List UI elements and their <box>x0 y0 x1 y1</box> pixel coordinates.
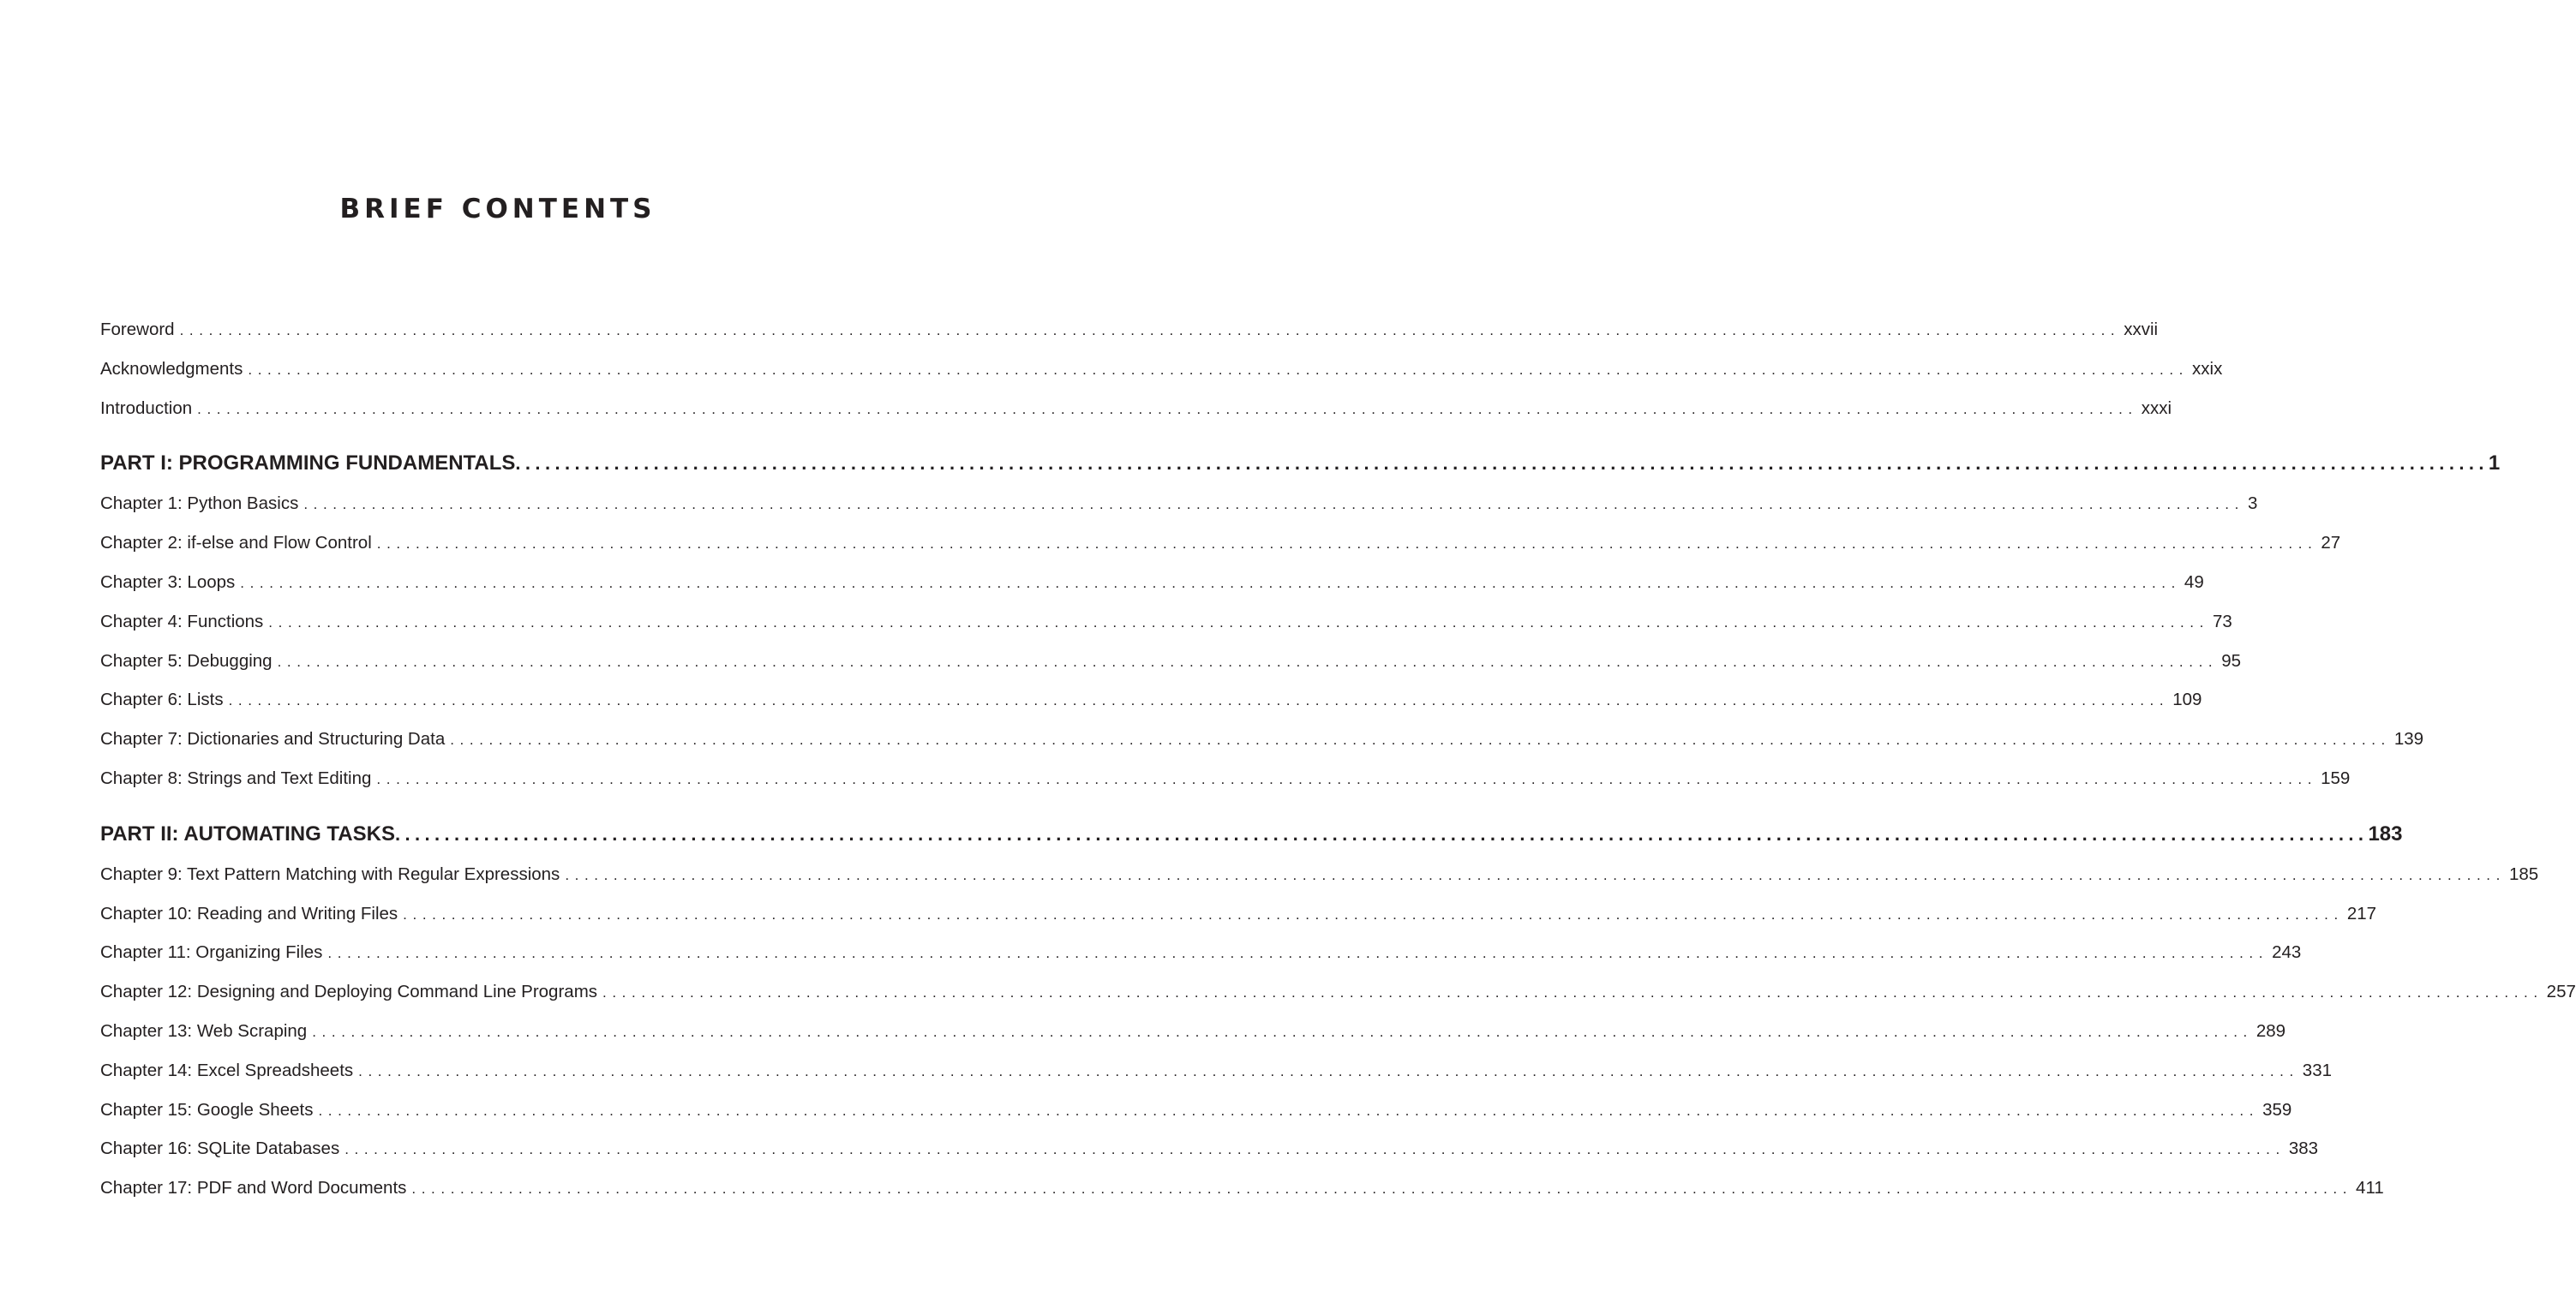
toc-entry-introduction[interactable] <box>100 389 2172 428</box>
toc-part-2-heading[interactable] <box>100 814 2403 855</box>
toc-page-number: 139 <box>2393 729 2424 750</box>
dot-leader: ........................................................................................................................................................................................................ <box>403 906 2344 923</box>
toc-page-number: 411 <box>2356 1178 2384 1198</box>
page-title: BRIEF CONTENTS <box>339 194 656 224</box>
toc-page-number: 359 <box>2262 1099 2292 1120</box>
toc-entry-label: Chapter 14: Excel Spreadsheets <box>100 1060 354 1080</box>
toc-page-number: 159 <box>2321 768 2351 788</box>
toc-part-label: PART II: AUTOMATING TASKS <box>100 822 395 846</box>
toc-entry-label: Chapter 5: Debugging <box>100 650 273 671</box>
toc-page-number: xxix <box>2192 358 2223 379</box>
toc-entry-label: Chapter 12: Designing and Deploying Command Line Programs <box>100 982 598 1002</box>
toc-chapter-14[interactable] <box>100 1051 2333 1091</box>
dot-leader: ........................................................................................................................................................................................................ <box>394 822 2369 845</box>
toc-chapter-1[interactable] <box>100 484 2258 523</box>
toc-chapter-10[interactable] <box>100 894 2377 934</box>
toc-page-number: 49 <box>2184 571 2204 592</box>
toc-entry-label: Foreword <box>100 320 175 339</box>
toc-entry-foreword[interactable] <box>100 310 2159 350</box>
toc-entry-label: Chapter 1: Python Basics <box>100 493 299 514</box>
dot-leader: ........................................................................................................................................................................................................ <box>240 574 2181 591</box>
toc-page-number: 183 <box>2368 822 2403 846</box>
dot-leader: ........................................................................................................................................................................................................ <box>411 1180 2353 1198</box>
dot-leader: ........................................................................................................................................................................................................ <box>515 452 2489 475</box>
toc-page-number: 27 <box>2321 533 2341 553</box>
toc-page-number: 3 <box>2247 493 2258 514</box>
toc-part-1-heading[interactable] <box>100 443 2501 484</box>
toc-page-number: xxvii <box>2124 320 2159 339</box>
toc-entry-label: Chapter 3: Loops <box>100 571 236 592</box>
dot-leader: ........................................................................................................................................................................................................ <box>318 1102 2260 1119</box>
toc-entry-label: Chapter 10: Reading and Writing Files <box>100 903 398 923</box>
toc-entry-label: Chapter 6: Lists <box>100 690 224 710</box>
dot-leader: ........................................................................................................................................................................................................ <box>277 653 2219 670</box>
toc-chapter-12[interactable] <box>100 972 2576 1012</box>
dot-leader: ........................................................................................................................................................................................................ <box>228 692 2170 709</box>
toc-page-number: 73 <box>2212 611 2232 631</box>
dot-leader: ........................................................................................................................................................................................................ <box>376 770 2318 787</box>
toc-page-number: 185 <box>2508 864 2539 884</box>
toc-entry-acknowledgments[interactable] <box>100 350 2223 389</box>
toc-chapter-4[interactable] <box>100 602 2232 642</box>
dot-leader: ........................................................................................................................................................................................................ <box>565 866 2506 883</box>
toc-entry-label: Chapter 7: Dictionaries and Structuring Data <box>100 729 446 750</box>
toc-entry-label: Chapter 16: SQLite Databases <box>100 1139 340 1159</box>
toc-chapter-15[interactable] <box>100 1091 2292 1130</box>
dot-leader: ........................................................................................................................................................................................................ <box>376 535 2318 553</box>
dot-leader: ........................................................................................................................................................................................................ <box>179 322 2121 338</box>
toc-chapter-9[interactable] <box>100 855 2539 894</box>
toc-entry-label: Chapter 9: Text Pattern Matching with Regular Expressions <box>100 864 560 884</box>
toc-chapter-3[interactable] <box>100 563 2204 602</box>
dot-leader: ........................................................................................................................................................................................................ <box>197 400 2138 417</box>
toc-entry-label: Acknowledgments <box>100 358 243 379</box>
toc-chapter-5[interactable] <box>100 642 2242 681</box>
toc-chapter-11[interactable] <box>100 933 2302 972</box>
toc-page-number: 331 <box>2302 1060 2333 1080</box>
dot-leader: ........................................................................................................................................................................................................ <box>248 361 2190 378</box>
toc-part-label: PART I: PROGRAMMING FUNDAMENTALS <box>100 451 516 475</box>
toc-chapter-2[interactable] <box>100 523 2341 563</box>
toc-entry-label: Chapter 15: Google Sheets <box>100 1099 314 1120</box>
toc-chapter-7[interactable] <box>100 720 2424 759</box>
dot-leader: ........................................................................................................................................................................................................ <box>327 945 2269 962</box>
dot-leader: ........................................................................................................................................................................................................ <box>303 496 2244 513</box>
toc-chapter-16[interactable] <box>100 1129 2319 1169</box>
toc-page-number: 383 <box>2288 1139 2319 1159</box>
toc-page-number: 217 <box>2346 903 2377 923</box>
toc-entry-label: Chapter 11: Organizing Files <box>100 942 323 963</box>
toc-chapter-17[interactable] <box>100 1169 2384 1208</box>
toc-page-number: 243 <box>2272 942 2302 963</box>
toc-chapter-13[interactable] <box>100 1012 2286 1051</box>
toc-entry-label: Chapter 2: if-else and Flow Control <box>100 533 372 553</box>
dot-leader: ........................................................................................................................................................................................................ <box>450 732 2391 749</box>
dot-leader: ........................................................................................................................................................................................................ <box>344 1141 2285 1158</box>
toc-page-number: 257 <box>2546 982 2576 1002</box>
toc-page-number: 109 <box>2172 690 2202 710</box>
toc-entry-label: Chapter 4: Functions <box>100 611 264 631</box>
toc-entry-label: Chapter 17: PDF and Word Documents <box>100 1178 407 1198</box>
toc-entry-label: Chapter 13: Web Scraping <box>100 1020 308 1041</box>
dot-leader: ........................................................................................................................................................................................................ <box>312 1023 2253 1040</box>
toc-chapter-6[interactable] <box>100 680 2202 720</box>
table-of-contents <box>100 310 2576 1208</box>
toc-page-number: 289 <box>2255 1020 2286 1041</box>
toc-entry-label: Chapter 8: Strings and Text Editing <box>100 768 372 788</box>
toc-page-number: 1 <box>2488 451 2501 475</box>
toc-page-number: xxxi <box>2141 397 2172 418</box>
toc-chapter-8[interactable] <box>100 759 2351 798</box>
toc-entry-label: Introduction <box>100 397 193 418</box>
toc-page-number: 95 <box>2221 650 2242 671</box>
dot-leader: ........................................................................................................................................................................................................ <box>602 984 2543 1001</box>
dot-leader: ........................................................................................................................................................................................................ <box>268 613 2209 631</box>
dot-leader: ........................................................................................................................................................................................................ <box>358 1062 2299 1079</box>
